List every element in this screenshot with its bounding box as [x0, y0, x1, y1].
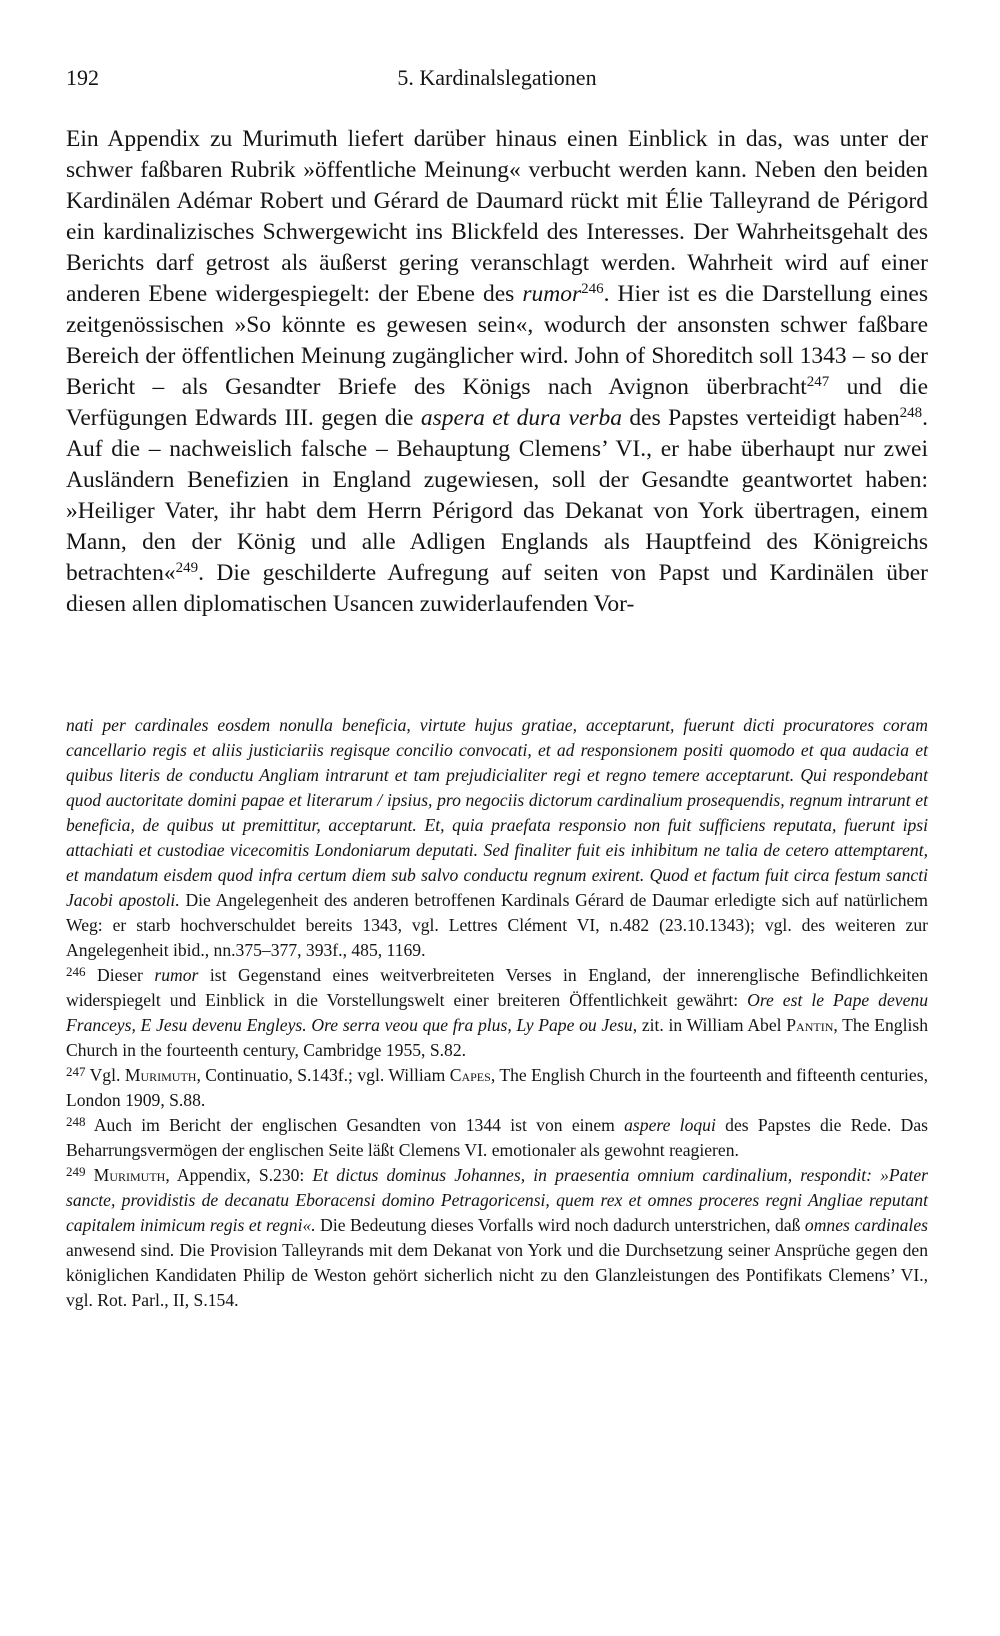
footnotes — [66, 713, 928, 1313]
footnote-number: 247 — [66, 1064, 86, 1079]
footnote-ref-248[interactable]: 248 — [899, 405, 923, 421]
footnote-number: 248 — [66, 1114, 86, 1129]
footnote-number: 246 — [66, 964, 86, 979]
author-name: Capes — [449, 1065, 491, 1085]
footnote-ref-247[interactable]: 247 — [806, 374, 830, 390]
main-text — [66, 124, 928, 620]
running-title: 5. Kardinalslegationen — [397, 65, 597, 90]
footnote-248: $^{248}$ Auch im Bericht der englischen Gesandten von 1344 ist von einem aspere loqui des Papstes die Rede. Das Beharrungsvermögen der englischen Seite läßt Clemens VI. emotionaler als gewohnt reagieren. — [66, 1114, 928, 1160]
footnote-ref-249[interactable]: 249 — [175, 560, 199, 576]
italic-term: aspera et dura verba — [420, 405, 622, 431]
footnote-246: $^{246}$ Dieser rumor ist Gegenstand eines weitverbreiteten Verses in England, der innerenglische Befindlichkeiten widerspiegelt und Einblick in die Vorstellungswelt einer breiteren Öffentlichkeit gewährt: Ore est le Pape devenu Franceys, E Jesu devenu Engleys. Ore serra veou que fra plus, Ly Pape ou Jesu, zit. in William Abel Pantin, The English Church in the fourteenth century, Cambridge 1955, S.82. — [66, 964, 928, 1060]
author-name: Murimuth — [124, 1065, 197, 1085]
footnote-ref-246[interactable]: 246 — [581, 281, 604, 297]
author-name: Murimuth — [93, 1165, 166, 1185]
footnote-continued: nati per cardinales eosdem nonulla beneficia, virtute hujus gratiae, acceptarunt, fuerunt dicti procuratores coram cancellario regis et aliis justiciariis regisque concilio convocati, et ad responsionem positi quomodo et qua audacia et quibus literis de conductu Angliam intrarunt et tam prejudicialiter regi et regno temere acceptarunt. Qui respondebant quod auctoritate domini papae et literarum / ipsius, pro negociis dictorum cardinalium prosequendis, regnum intrarunt et beneficia, de quibus ut premittitur, acceptarunt. Et, quia praefata responsio non fuit sufficiens reputata, fuerunt ipsi attachiati et custodiae vicecomitis Londoniarum deputati. Sed finaliter fuit eis inhibitum ne talia de cetero attemptarent, et mandatum eisdem quod infra certum diem sub salvo conductu regnum exirent. Quod et factum fuit circa festum sancti Jacobi apostoli. Die Angelegenheit des anderen betroffenen Kardinals Gérard de Daumar erledigte sich auf natürlichem Weg: er starb hochverschuldet bereits 1343, vgl. Lettres Clément VI, n.482 (23.10.1343); vgl. des weiteren zur Angelegenheit ibid., nn.375–377, 393f., 485, 1169. — [66, 715, 928, 960]
page-number: 192 — [66, 65, 99, 90]
footnote-number: 249 — [66, 1164, 86, 1179]
body-paragraph: Ein Appendix zu Murimuth liefert darüber hinaus einen Einblick in das, was unter der schwer faßbaren Rubrik »öffentliche Meinung« verbucht werden kann. Neben den beiden Kardinälen Adémar Robert und Gérard de Daumard rückt mit Élie Talleyrand de Périgord ein kardinalizisches Schwergewicht ins Blickfeld des Interesses. Der Wahrheitsgehalt des Berichts darf getrost als äußerst gering veranschlagt werden. Wahrheit wird auf einer anderen Ebene widergespiegelt: der Ebene des rumor$^{246}$. Hier ist es die Darstellung eines zeitgenössischen »So könnte es gewesen sein«, wodurch der ansonsten schwer faßbare Bereich der öffentlichen Meinung zugänglicher wird. John of Shoreditch soll 1343 – so der Bericht – als Gesandter Briefe des Königs nach Avignon überbracht$^{247}$ und die Verfügungen Edwards III. gegen die aspera et dura verba des Papstes verteidigt haben$^{248}$. Auf die – nachweislich falsche – Behauptung Clemens’ VI., er habe überhaupt nur zwei Ausländern Benefizien in England zugewiesen, soll der Gesandte geantwortet haben: »Heiliger Vater, ihr habt dem Herrn Périgord das Dekanat von York übertragen, einem Mann, den der König und alle Adligen Englands als Hauptfeind des Königreichs betrachten«$^{249}$. Die geschilderte Aufregung auf seiten von Papst und Kardinälen über diesen allen diplomatischen Usancen zuwiderlaufenden Vor- — [66, 126, 929, 617]
author-name: Pantin — [786, 1015, 834, 1035]
footnote-249: $^{249}$ Murimuth, Appendix, S.230: Et dictus dominus Johannes, in praesentia omnium cardinalium, respondit: »Pater sancte, providistis de decanatu Eboracensi domino Petragoricensi, quem rex et omnes proceres regni Angliae reputant capitalem inimicum regis et regni«. Die Bedeutung dieses Vorfalls wird noch dadurch unterstrichen, daß omnes cardinales anwesend sind. Die Provision Talleyrands mit dem Dekanat von York und die Durchsetzung seiner Ansprüche gegen den königlichen Kandidaten Philip de Weston gehört sicherlich nicht zu den Glanzleistungen des Pontifikats Clemens’ VI., vgl. Rot. Parl., II, S.154. — [66, 1164, 929, 1310]
running-header — [66, 62, 928, 94]
italic-term: rumor — [522, 281, 582, 307]
footnote-247: $^{247}$ Vgl. Murimuth, Continuatio, S.143f.; vgl. William Capes, The English Church in the fourteenth and fifteenth centuries, London 1909, S.88. — [66, 1064, 928, 1110]
